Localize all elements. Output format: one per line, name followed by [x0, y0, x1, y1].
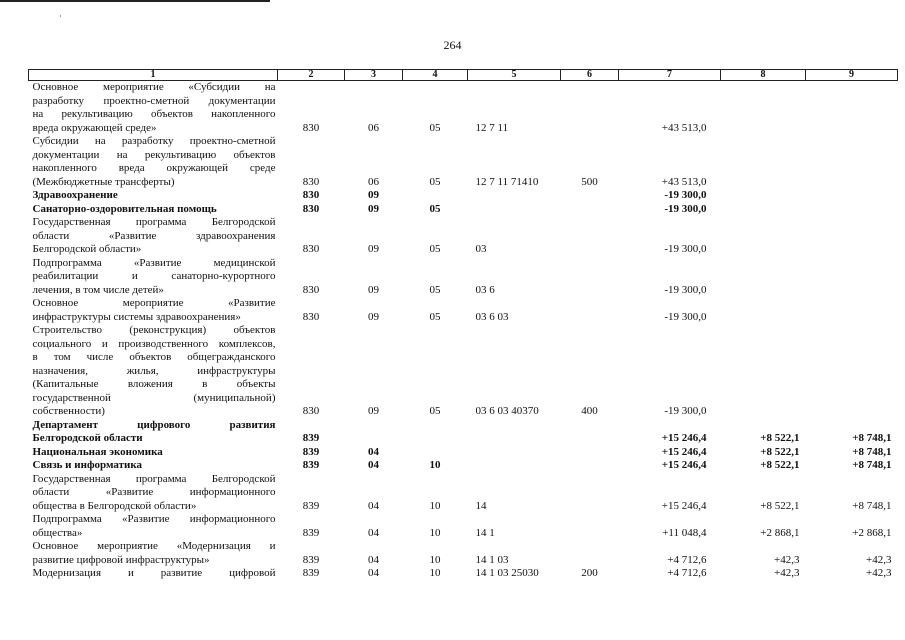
table-row: [29, 513, 898, 540]
description-line: (Межбюджетные трансферты): [32, 175, 175, 188]
amount-year2-cell: +42,3: [774, 553, 800, 566]
amount-year2-cell: [721, 189, 806, 203]
description-line: Национальная экономика: [32, 445, 163, 458]
amount-year1-cell: +15 246,4: [661, 499, 707, 512]
amount-year2-cell: +8 522,1: [760, 499, 800, 512]
code-grbs-cell: 830: [302, 121, 320, 134]
description-line: Основное мероприятие «Модернизация и: [32, 540, 276, 552]
code-grbs-cell: 839: [302, 445, 320, 458]
amount-year3-cell: +8 748,1: [852, 432, 892, 444]
amount-year3-cell: [806, 297, 898, 324]
description-line: Санаторно-оздоровительная помощь: [32, 202, 217, 215]
expense-type-cell: [561, 203, 619, 217]
table-row: [29, 189, 898, 203]
code-grbs-cell: 830: [302, 189, 320, 201]
description-line: Государственная программа Белгородской: [32, 216, 276, 228]
expense-type-cell: [561, 297, 619, 324]
section-cell: 04: [368, 499, 379, 512]
expense-type-cell: [561, 216, 619, 257]
subsection-cell: 05: [429, 121, 441, 134]
subsection-cell: 05: [429, 243, 441, 255]
row-description: [29, 135, 278, 189]
target-article-cell: 14 1 03 25030: [475, 567, 539, 579]
amount-year2-cell: +42,3: [774, 567, 800, 579]
section-cell: 04: [368, 567, 379, 579]
header-row: [29, 70, 898, 81]
amount-year1-cell: -19 300,0: [664, 310, 707, 323]
col-header-3: 3: [345, 70, 403, 81]
code-grbs-cell: 830: [302, 243, 320, 255]
amount-year2-cell: +8 522,1: [760, 459, 800, 471]
expense-type-cell: [561, 189, 619, 203]
subsection-cell: 05: [429, 175, 441, 188]
description-line: государственной (муниципальной): [32, 391, 276, 404]
section-cell: 09: [368, 202, 379, 215]
description-line: на рекультивацию объектов накопленного: [32, 108, 276, 120]
amount-year2-cell: [721, 257, 806, 298]
row-description: [29, 419, 278, 446]
amount-year2-cell: [721, 135, 806, 189]
description-line: области «Развитие информационного: [32, 486, 276, 498]
amount-year2-cell: [721, 324, 806, 419]
amount-year1-cell: +43 513,0: [661, 121, 707, 134]
amount-year3-cell: [806, 135, 898, 189]
amount-year1-cell: -19 300,0: [664, 189, 707, 201]
col-header-5: 5: [468, 70, 561, 81]
amount-year3-cell: [806, 189, 898, 203]
table-row: [29, 135, 898, 189]
budget-table: [28, 69, 898, 581]
section-cell: 04: [368, 526, 379, 539]
amount-year3-cell: [806, 203, 898, 217]
amount-year1-cell: +15 246,4: [661, 459, 707, 471]
description-line: Государственная программа Белгородской: [32, 472, 276, 485]
code-grbs-cell: 839: [302, 526, 320, 539]
code-grbs-cell: 839: [302, 499, 320, 512]
table-row: [29, 203, 898, 217]
target-article-cell: 12 7 11: [475, 121, 509, 134]
description-line: (Капитальные вложения в объекты: [32, 378, 276, 390]
amount-year1-cell: +4 712,6: [667, 567, 707, 579]
subsection-cell: 05: [429, 310, 441, 323]
amount-year3-cell: [806, 324, 898, 419]
amount-year2-cell: [721, 81, 806, 136]
section-cell: 04: [368, 553, 379, 566]
table-row: [29, 297, 898, 324]
subsection-cell: 10: [429, 553, 441, 566]
subsection-cell: 05: [429, 283, 441, 296]
code-grbs-cell: 830: [302, 175, 320, 188]
row-description: [29, 473, 278, 514]
description-line: реабилитации и санаторно-курортного: [32, 270, 276, 282]
col-header-8: 8: [721, 70, 806, 81]
description-line: в том числе объектов общегражданского: [32, 351, 276, 363]
description-line: социального и производственного комплексов,: [32, 337, 276, 350]
col-header-7: 7: [619, 70, 721, 81]
col-header-2: 2: [278, 70, 345, 81]
subsection-cell: 05: [429, 405, 441, 417]
expense-type-cell: [561, 81, 619, 136]
expense-type-cell: [561, 473, 619, 514]
section-cell: [345, 419, 403, 446]
row-description: [29, 446, 278, 460]
description-line: Связь и информатика: [32, 459, 143, 471]
target-article-cell: 03 6 03 40370: [475, 405, 539, 417]
subsection-cell: [403, 419, 468, 446]
description-line: Подпрограмма «Развитие медицинской: [32, 256, 276, 269]
amount-year3-cell: +2 868,1: [852, 526, 892, 539]
amount-year2-cell: [721, 216, 806, 257]
description-line: общества в Белгородской области»: [32, 499, 197, 512]
amount-year1-cell: -19 300,0: [664, 202, 707, 215]
target-article-cell: [468, 203, 561, 217]
description-line: вреда окружающей среде»: [32, 121, 157, 134]
subsection-cell: 10: [429, 526, 441, 539]
target-article-cell: 03 6 03: [475, 310, 509, 323]
amount-year3-cell: [806, 81, 898, 136]
row-description: [29, 189, 278, 203]
description-line: Основное мероприятие «Развитие: [32, 297, 276, 309]
description-line: лечения, в том числе детей»: [32, 283, 164, 296]
row-description: [29, 297, 278, 324]
table-row: [29, 473, 898, 514]
code-grbs-cell: 830: [302, 405, 320, 417]
table-row: [29, 540, 898, 567]
top-rule: [0, 0, 270, 2]
section-cell: 06: [368, 121, 379, 134]
row-description: [29, 257, 278, 298]
table-row: [29, 567, 898, 581]
amount-year1-cell: +4 712,6: [667, 553, 707, 566]
section-cell: 09: [368, 405, 379, 417]
row-description: [29, 540, 278, 567]
section-cell: 09: [368, 243, 379, 255]
table-row: [29, 216, 898, 257]
target-article-cell: [468, 189, 561, 203]
amount-year2-cell: [721, 203, 806, 217]
target-article-cell: 14 1 03: [475, 553, 509, 566]
description-line: инфраструктуры системы здравоохранения»: [32, 310, 241, 323]
subsection-cell: 10: [429, 567, 441, 579]
section-cell: 09: [368, 310, 379, 323]
description-line: Здравоохранение: [32, 189, 118, 201]
table-row: [29, 459, 898, 473]
amount-year1-cell: -19 300,0: [664, 283, 707, 296]
table-row: [29, 257, 898, 298]
col-header-6: 6: [561, 70, 619, 81]
description-line: развитие цифровой инфраструктуры»: [32, 553, 210, 566]
amount-year3-cell: +8 748,1: [852, 459, 892, 471]
row-description: [29, 203, 278, 217]
description-line: Белгородской области»: [32, 243, 142, 255]
table-row: [29, 419, 898, 446]
target-article-cell: 14: [475, 499, 487, 512]
expense-type-cell: 200: [581, 567, 598, 579]
target-article-cell: 03: [475, 243, 487, 255]
expense-type-cell: [561, 446, 619, 460]
page-number: 264: [443, 38, 462, 52]
expense-type-cell: [561, 459, 619, 473]
description-line: Департамент цифрового развития: [32, 418, 276, 431]
subsection-cell: 10: [429, 499, 441, 512]
description-line: накопленного вреда окружающей среде: [32, 162, 276, 174]
amount-year3-cell: +8 748,1: [852, 445, 892, 458]
row-description: [29, 459, 278, 473]
table-row: [29, 324, 898, 419]
description-line: Строительство (реконструкция) объектов: [32, 324, 276, 336]
target-article-cell: 03 6: [475, 283, 495, 296]
description-line: назначения, жилья, инфраструктуры: [32, 364, 276, 377]
scan-mark: [60, 15, 61, 17]
amount-year2-cell: +8 522,1: [760, 432, 800, 444]
description-line: Основное мероприятие «Субсидии на: [32, 81, 276, 93]
code-grbs-cell: 839: [302, 553, 320, 566]
subsection-cell: [403, 189, 468, 203]
amount-year1-cell: +15 246,4: [661, 432, 707, 444]
description-line: области «Развитие здравоохранения: [32, 229, 276, 242]
expense-type-cell: [561, 540, 619, 567]
description-line: Белгородской области: [32, 432, 143, 444]
expense-type-cell: 500: [581, 175, 598, 188]
amount-year2-cell: [721, 297, 806, 324]
expense-type-cell: [561, 257, 619, 298]
subsection-cell: 05: [429, 202, 441, 215]
section-cell: 06: [368, 175, 379, 188]
section-cell: 09: [368, 189, 379, 201]
amount-year1-cell: +43 513,0: [661, 175, 707, 188]
target-article-cell: [468, 419, 561, 446]
target-article-cell: 14 1: [475, 526, 495, 539]
code-grbs-cell: 839: [302, 567, 320, 579]
description-line: собственности): [32, 405, 105, 417]
table-body: [29, 81, 898, 581]
row-description: [29, 513, 278, 540]
amount-year1-cell: +11 048,4: [662, 526, 707, 539]
row-description: [29, 81, 278, 136]
row-description: [29, 567, 278, 581]
expense-type-cell: 400: [581, 405, 598, 417]
amount-year1-cell: +15 246,4: [661, 445, 707, 458]
code-grbs-cell: 839: [302, 459, 320, 471]
description-line: Модернизация и развитие цифровой: [32, 567, 276, 579]
code-grbs-cell: 830: [302, 202, 320, 215]
description-line: Подпрограмма «Развитие информационного: [32, 513, 276, 525]
target-article-cell: 12 7 11 71410: [475, 175, 539, 188]
subsection-cell: [403, 446, 468, 460]
expense-type-cell: [561, 419, 619, 446]
expense-type-cell: [561, 513, 619, 540]
amount-year1-cell: -19 300,0: [664, 405, 707, 417]
col-header-9: 9: [806, 70, 898, 81]
target-article-cell: [468, 459, 561, 473]
col-header-1: 1: [29, 70, 278, 81]
code-grbs-cell: 830: [302, 283, 320, 296]
section-cell: 09: [368, 283, 379, 296]
target-article-cell: [468, 446, 561, 460]
row-description: [29, 324, 278, 419]
section-cell: 04: [368, 459, 379, 471]
code-grbs-cell: 839: [302, 432, 320, 444]
table-row: [29, 446, 898, 460]
col-header-4: 4: [403, 70, 468, 81]
amount-year3-cell: [806, 216, 898, 257]
section-cell: 04: [368, 445, 379, 458]
amount-year2-cell: +2 868,1: [760, 526, 800, 539]
amount-year3-cell: [806, 257, 898, 298]
code-grbs-cell: 830: [302, 310, 320, 323]
subsection-cell: 10: [429, 459, 441, 471]
description-line: документации на рекультивацию объектов: [32, 148, 276, 161]
amount-year3-cell: +8 748,1: [852, 499, 892, 512]
amount-year2-cell: +8 522,1: [760, 445, 800, 458]
table-row: [29, 81, 898, 136]
description-line: Субсидии на разработку проектно-сметной: [32, 135, 276, 147]
amount-year3-cell: +42,3: [866, 553, 892, 566]
description-line: разработку проектно-сметной документации: [32, 94, 276, 107]
amount-year1-cell: -19 300,0: [664, 243, 707, 255]
amount-year3-cell: +42,3: [866, 567, 892, 579]
description-line: общества»: [32, 526, 83, 539]
row-description: [29, 216, 278, 257]
